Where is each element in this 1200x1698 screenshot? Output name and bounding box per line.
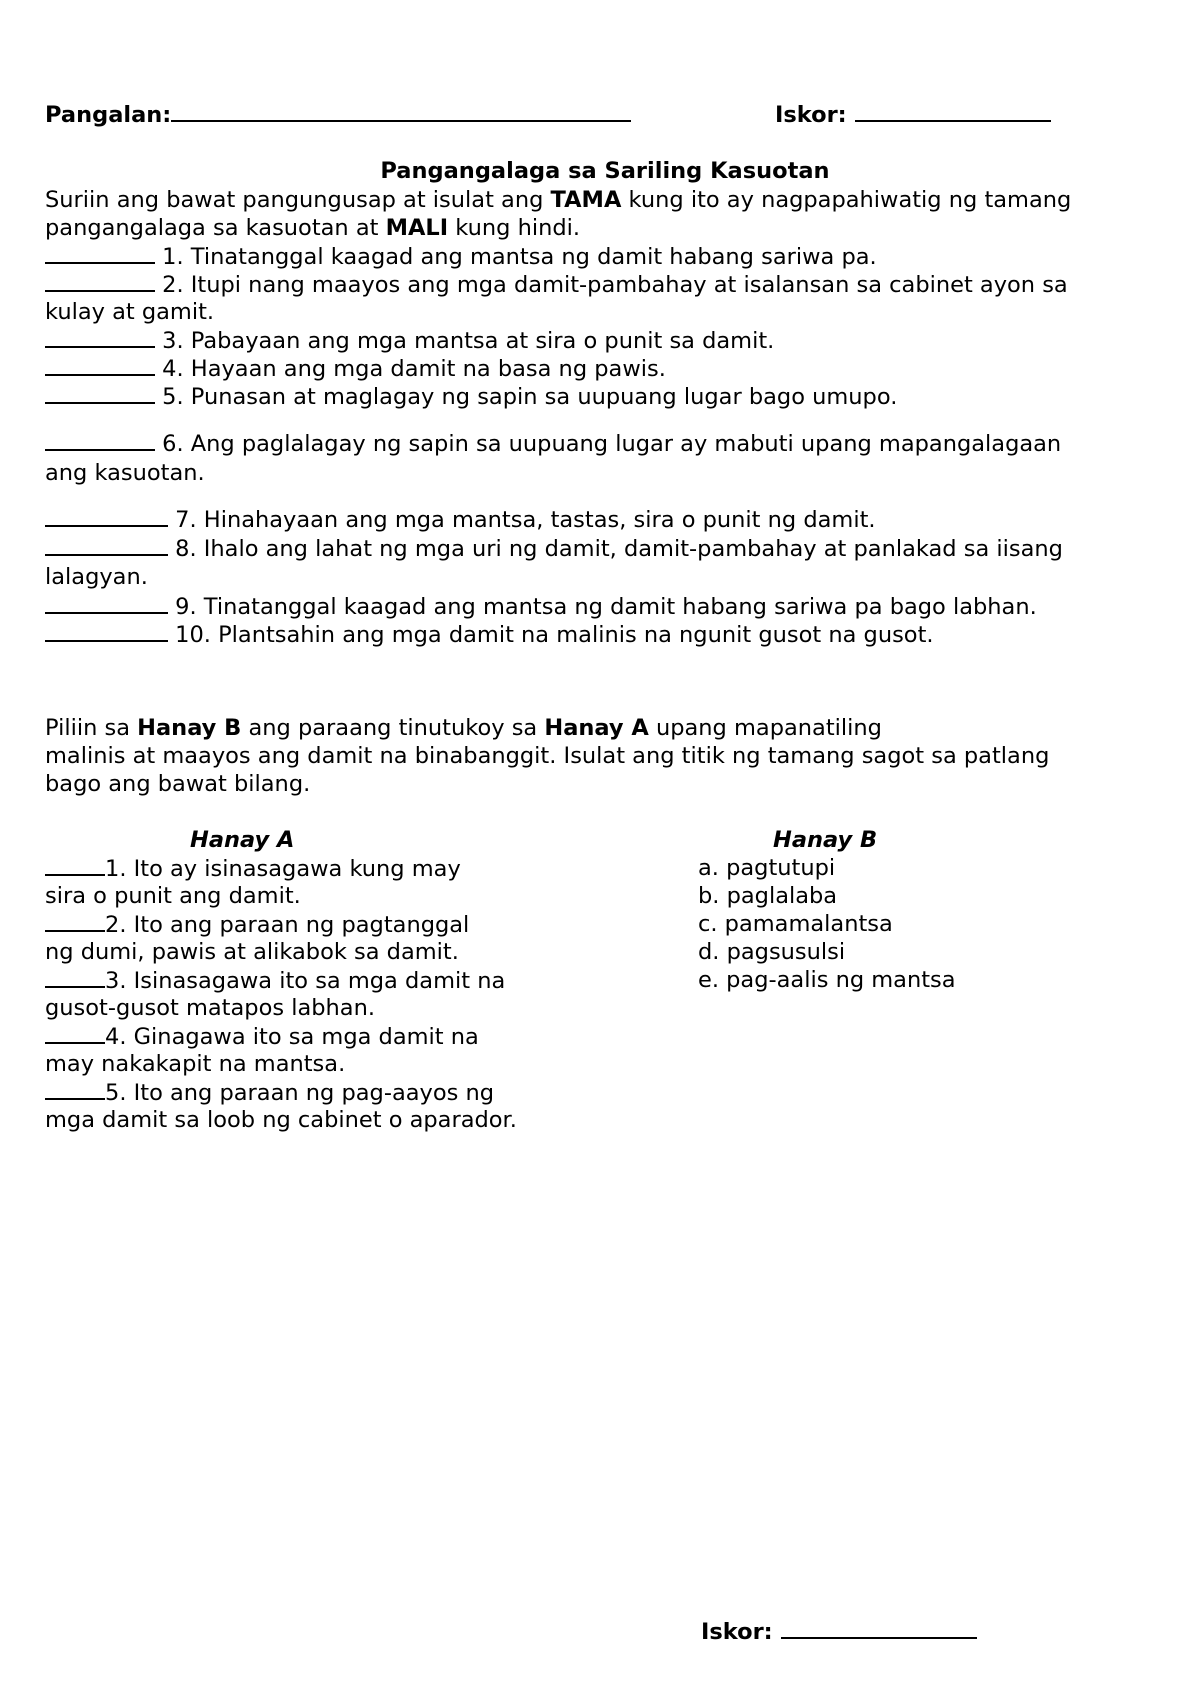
item-continuation: sira o punit ang damit.: [45, 883, 301, 909]
section2-instruction-line3: bago ang bawat bilang.: [45, 771, 311, 797]
instr-text: kung ito ay nagpapahiwatig ng tamang: [621, 187, 1072, 213]
answer-blank[interactable]: [45, 505, 168, 527]
score-blank-bottom[interactable]: [781, 1617, 977, 1639]
item-continuation: may nakakapit na mantsa.: [45, 1051, 346, 1077]
answer-blank[interactable]: [45, 1078, 105, 1100]
instr-text: upang mapanatiling: [648, 715, 882, 741]
answer-blank[interactable]: [45, 966, 105, 988]
answer-blank[interactable]: [45, 326, 155, 348]
instr-hanay-b: Hanay B: [137, 715, 242, 741]
hanay-b-item: a. pagtutupi: [698, 855, 836, 881]
item-continuation: lalagyan.: [45, 564, 148, 590]
item-text: 4. Hayaan ang mga damit na basa ng pawis.: [162, 356, 666, 382]
answer-blank[interactable]: [45, 429, 155, 451]
section1-instruction-line1: [45, 186, 1071, 214]
item-continuation: kulay at gamit.: [45, 299, 215, 325]
section2-instruction-line2: malinis at maayos ang damit na binabanggit. Isulat ang titik ng tamang sagot sa patlang: [45, 743, 1050, 769]
item-text: 2. Itupi nang maayos ang mga damit-pambahay at isalansan sa cabinet ayon sa: [162, 272, 1068, 298]
tama-mali-item: [45, 592, 1037, 621]
hanay-a-item: [45, 910, 469, 939]
item-text: 5. Ito ang paraan ng pag-aayos ng: [105, 1080, 495, 1106]
tama-mali-item: [45, 620, 934, 649]
tama-mali-item: [45, 354, 666, 383]
answer-blank[interactable]: [45, 270, 155, 292]
answer-blank[interactable]: [45, 242, 155, 264]
answer-blank[interactable]: [45, 910, 105, 932]
instr-hanay-a: Hanay A: [544, 715, 649, 741]
tama-mali-item: [45, 242, 877, 271]
answer-blank[interactable]: [45, 534, 168, 556]
tama-mali-item: [45, 505, 876, 534]
hanay-b-item: e. pag-aalis ng mantsa: [698, 967, 956, 993]
instr-text: Piliin sa: [45, 715, 138, 741]
answer-blank[interactable]: [45, 620, 168, 642]
instr-text: ang paraang tinutukoy sa: [241, 715, 545, 741]
hanay-a-item: [45, 966, 505, 995]
item-text: 7. Hinahayaan ang mga mantsa, tastas, sira o punit ng damit.: [175, 507, 876, 533]
item-text: 3. Isinasagawa ito sa mga damit na: [105, 968, 506, 994]
tama-mali-item: [45, 326, 774, 355]
score-blank-top[interactable]: [855, 100, 1051, 122]
item-continuation: mga damit sa loob ng cabinet o aparador.: [45, 1107, 517, 1133]
answer-blank[interactable]: [45, 854, 105, 876]
name-line: [45, 100, 631, 129]
tama-mali-item: [45, 270, 1068, 299]
item-text: 1. Tinatanggal kaagad ang mantsa ng damit habang sariwa pa.: [162, 244, 877, 270]
instr-text: kung hindi.: [448, 215, 581, 241]
instr-tama: TAMA: [550, 187, 622, 213]
item-continuation: gusot-gusot matapos labhan.: [45, 995, 375, 1021]
hanay-b-header: Hanay B: [773, 827, 878, 853]
score-label-top: Iskor:: [775, 102, 847, 128]
hanay-a-item: [45, 1022, 479, 1051]
item-text: 8. Ihalo ang lahat ng mga uri ng damit, damit-pambahay at panlakad sa iisang: [175, 536, 1063, 562]
item-text: 1. Ito ay isinasagawa kung may: [105, 856, 461, 882]
item-text: 2. Ito ang paraan ng pagtanggal: [105, 912, 470, 938]
name-blank[interactable]: [171, 100, 631, 122]
worksheet-page: [45, 0, 1165, 1698]
answer-blank[interactable]: [45, 382, 155, 404]
section2-instruction-line1: [45, 714, 882, 742]
tama-mali-item: [45, 429, 1061, 458]
tama-mali-item: [45, 534, 1063, 563]
tama-mali-item: [45, 382, 897, 411]
item-text: 5. Punasan at maglagay ng sapin sa uupuang lugar bago umupo.: [162, 384, 898, 410]
instr-text: Suriin ang bawat pangungusap at isulat ang: [45, 187, 551, 213]
answer-blank[interactable]: [45, 1022, 105, 1044]
hanay-b-item: c. pamamalantsa: [698, 911, 893, 937]
section1-instruction-line2: [45, 214, 580, 242]
hanay-a-item: [45, 1078, 494, 1107]
score-line-top: [775, 100, 1051, 129]
score-label-bottom: Iskor:: [701, 1619, 773, 1645]
item-text: 10. Plantsahin ang mga damit na malinis na ngunit gusot na gusot.: [175, 622, 934, 648]
section1-title: Pangangalaga sa Sariling Kasuotan: [380, 158, 830, 184]
instr-text: pangangalaga sa kasuotan at: [45, 215, 386, 241]
answer-blank[interactable]: [45, 592, 168, 614]
instr-mali: MALI: [385, 215, 449, 241]
item-text: 6. Ang paglalagay ng sapin sa uupuang lugar ay mabuti upang mapangalagaan: [162, 431, 1062, 457]
answer-blank[interactable]: [45, 354, 155, 376]
hanay-a-item: [45, 854, 461, 883]
item-text: 4. Ginagawa ito sa mga damit na: [105, 1024, 479, 1050]
item-continuation: ng dumi, pawis at alikabok sa damit.: [45, 939, 459, 965]
name-label: Pangalan:: [45, 102, 172, 128]
item-text: 3. Pabayaan ang mga mantsa at sira o punit sa damit.: [162, 328, 775, 354]
item-text: 9. Tinatanggal kaagad ang mantsa ng damit habang sariwa pa bago labhan.: [175, 594, 1037, 620]
item-continuation: ang kasuotan.: [45, 460, 205, 486]
hanay-a-header: Hanay A: [190, 827, 295, 853]
score-line-bottom: [701, 1617, 977, 1646]
hanay-b-item: b. paglalaba: [698, 883, 838, 909]
hanay-b-item: d. pagsusulsi: [698, 939, 846, 965]
